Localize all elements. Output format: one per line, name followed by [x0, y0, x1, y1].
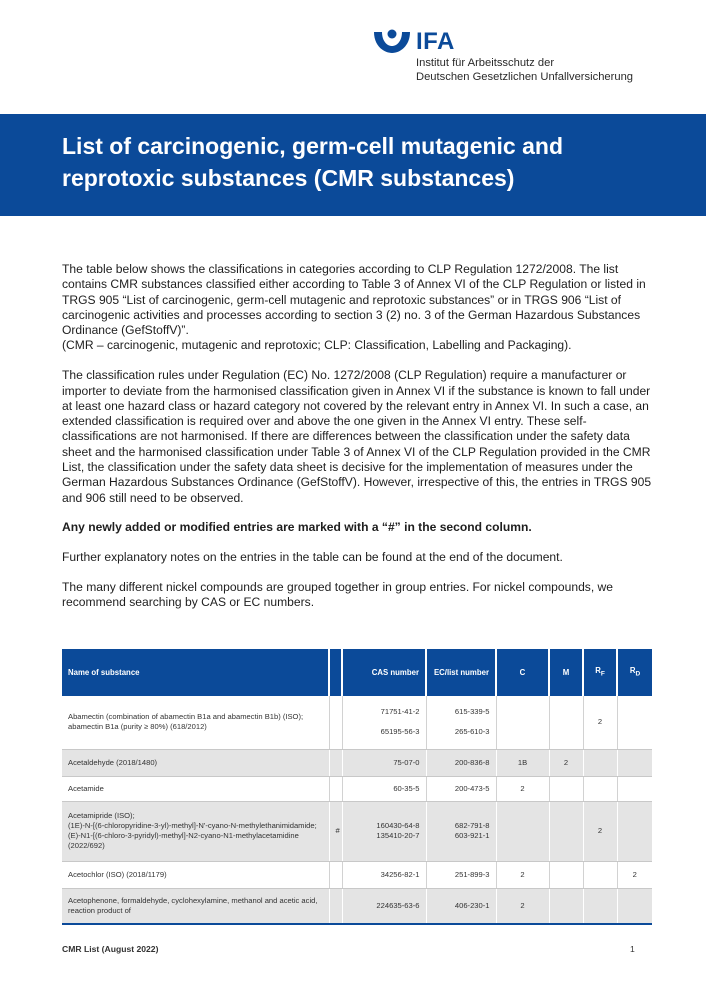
- column-header-rd: $R_D$: [617, 649, 652, 696]
- cell-c: [496, 801, 549, 861]
- intro-paragraph-1-text: The table below shows the classifications in categories according to CLP Regulation 1272/2008. The list contains CMR substances classified either according to Table 3 of Annex VI of the CLP Regulation or listed in TRGS 905 “List of carcinogenic, germ-cell mutagenic and reprotoxic substances” or in TRGS 906 “List of carcinogenic activities and processes according to section 3 (2) no. 3 of the German Hazardous Substances Ordinance (GefStoffV)”.: [62, 262, 646, 338]
- column-header-m: M: [549, 649, 583, 696]
- cell-m: [549, 696, 583, 749]
- cell-mark: [329, 888, 342, 924]
- cell-ec: 200-473-5: [426, 776, 496, 801]
- table-row: [62, 776, 652, 801]
- cell-rf: [583, 749, 617, 776]
- cell-rf: 2: [583, 801, 617, 861]
- ifa-logo: [372, 28, 672, 88]
- intro-paragraph-1: [62, 262, 654, 354]
- cell-m: [549, 861, 583, 888]
- cell-mark: #: [329, 801, 342, 861]
- column-header-ec: EC/list number: [426, 649, 496, 696]
- cell-rd: [617, 801, 652, 861]
- cell-c: 2: [496, 776, 549, 801]
- cell-rd: [617, 776, 652, 801]
- intro-text: [62, 262, 654, 625]
- logo-name: IFA: [416, 28, 455, 55]
- intro-paragraph-5: The many different nickel compounds are grouped together in group entries. For nickel compounds, we recommend searching by CAS or EC numbers.: [62, 580, 614, 610]
- cell-cas: 75-07-0: [342, 749, 426, 776]
- cell-rf: [583, 776, 617, 801]
- intro-paragraph-4: Further explanatory notes on the entries in the table can be found at the end of the document.: [62, 550, 563, 565]
- table-row: [62, 801, 652, 861]
- cell-rd: 2: [617, 861, 652, 888]
- footer-document-label: CMR List (August 2022): [62, 944, 159, 954]
- table-row: [62, 696, 652, 749]
- column-header-rd-sub: D: [635, 670, 641, 678]
- intro-paragraph-2: The classification rules under Regulation (EC) No. 1272/2008 (CLP Regulation) require a manufacturer or importer to deviate from the harmonised classification given in Annex VI if the substance is known to fall under at least one hazard class or hazard category not covered by the relevant entry in Annex VI. In such a case, an extended classification is required over and above the one given in the Annex VI entry. These self-classifications are not harmonised. If there are differences between the classification under the safety data sheet and the harmonised classification under Table 3 of Annex VI of the CLP Regulation provided in the CMR List, the classification under the safety data sheet is decisive for the implementation of measures under the German Hazardous Substances Ordinance (GefStoffV). However, irrespective of this, the entries in TRGS 905 and 906 still need to be observed.: [62, 368, 652, 505]
- cell-mark: [329, 749, 342, 776]
- column-header-rf: $R_F$: [583, 649, 617, 696]
- cell-ec: 406-230-1: [426, 888, 496, 924]
- cell-rd: [617, 749, 652, 776]
- cell-c: [496, 696, 549, 749]
- cell-rf: [583, 861, 617, 888]
- cell-mark: [329, 776, 342, 801]
- cell-rd: [617, 696, 652, 749]
- cell-m: [549, 888, 583, 924]
- cell-rd: [617, 888, 652, 924]
- cell-ec: 682-791-8 603-921-1: [426, 801, 496, 861]
- cell-c: 2: [496, 888, 549, 924]
- cell-mark: [329, 696, 342, 749]
- table-row: [62, 861, 652, 888]
- column-header-mark: [329, 649, 342, 696]
- intro-paragraph-3: Any newly added or modified entries are marked with a “#” in the second column.: [62, 520, 532, 535]
- title-banner: [0, 114, 706, 216]
- cell-c: 1B: [496, 749, 549, 776]
- cell-rf: 2: [583, 696, 617, 749]
- cell-m: [549, 776, 583, 801]
- cell-cas: 224635-63-6: [342, 888, 426, 924]
- cell-ec: 251-899-3: [426, 861, 496, 888]
- cell-name: Abamectin (combination of abamectin B1a and abamectin B1b) (ISO); abamectin B1a (purity ≥ 80%) (618/2012): [62, 696, 329, 749]
- page-title: [62, 130, 682, 194]
- column-header-name: Name of substance: [62, 649, 329, 696]
- ifa-logo-mark-icon: [372, 28, 412, 56]
- cell-name: Acetamipride (ISO); (1E)-N-[(6-chloropyridine-3-yl)-methyl]-N'-cyano-N-methylethanimidamide; (E)-N1-[(6-chloro-3-pyridyl)-methyl]-N2-cyano-N1-methylacetamidine (2022/692): [62, 801, 329, 861]
- cell-name: Acetophenone, formaldehyde, cyclohexylamine, methanol and acetic acid, reaction product of: [62, 888, 329, 924]
- column-header-rf-sub: F: [600, 670, 605, 678]
- table-row: [62, 888, 652, 924]
- cell-cas: 60-35-5: [342, 776, 426, 801]
- cell-ec: 200-836-8: [426, 749, 496, 776]
- column-header-c: C: [496, 649, 549, 696]
- table-header-row: [62, 649, 652, 696]
- cell-m: [549, 801, 583, 861]
- cell-cas: 34256-82-1: [342, 861, 426, 888]
- cell-mark: [329, 861, 342, 888]
- logo-subtitle-line1: Institut für Arbeitsschutz der: [416, 57, 555, 69]
- cell-name: Acetaldehyde (2018/1480): [62, 749, 329, 776]
- footer-page-number: 1: [630, 944, 635, 954]
- cell-rf: [583, 888, 617, 924]
- intro-paragraph-1-note: (CMR – carcinogenic, mutagenic and reprotoxic; CLP: Classification, Labelling and Packaging).: [62, 338, 572, 353]
- cell-c: 2: [496, 861, 549, 888]
- cell-cas: 71751-41-2 65195-56-3: [342, 696, 426, 749]
- cell-name: Acetochlor (ISO) (2018/1179): [62, 861, 329, 888]
- logo-subtitle: [416, 56, 633, 84]
- column-header-cas: CAS number: [342, 649, 426, 696]
- cell-m: 2: [549, 749, 583, 776]
- cmr-table: [62, 649, 652, 925]
- table-row: [62, 749, 652, 776]
- page-title-line2: reprotoxic substances (CMR substances): [62, 165, 515, 191]
- cell-name: Acetamide: [62, 776, 329, 801]
- cell-ec: 615-339-5 265-610-3: [426, 696, 496, 749]
- cell-cas: 160430-64-8 135410-20-7: [342, 801, 426, 861]
- logo-subtitle-line2: Deutschen Gesetzlichen Unfallversicherung: [416, 71, 634, 83]
- page-title-line1: List of carcinogenic, germ-cell mutagenic and: [62, 133, 564, 159]
